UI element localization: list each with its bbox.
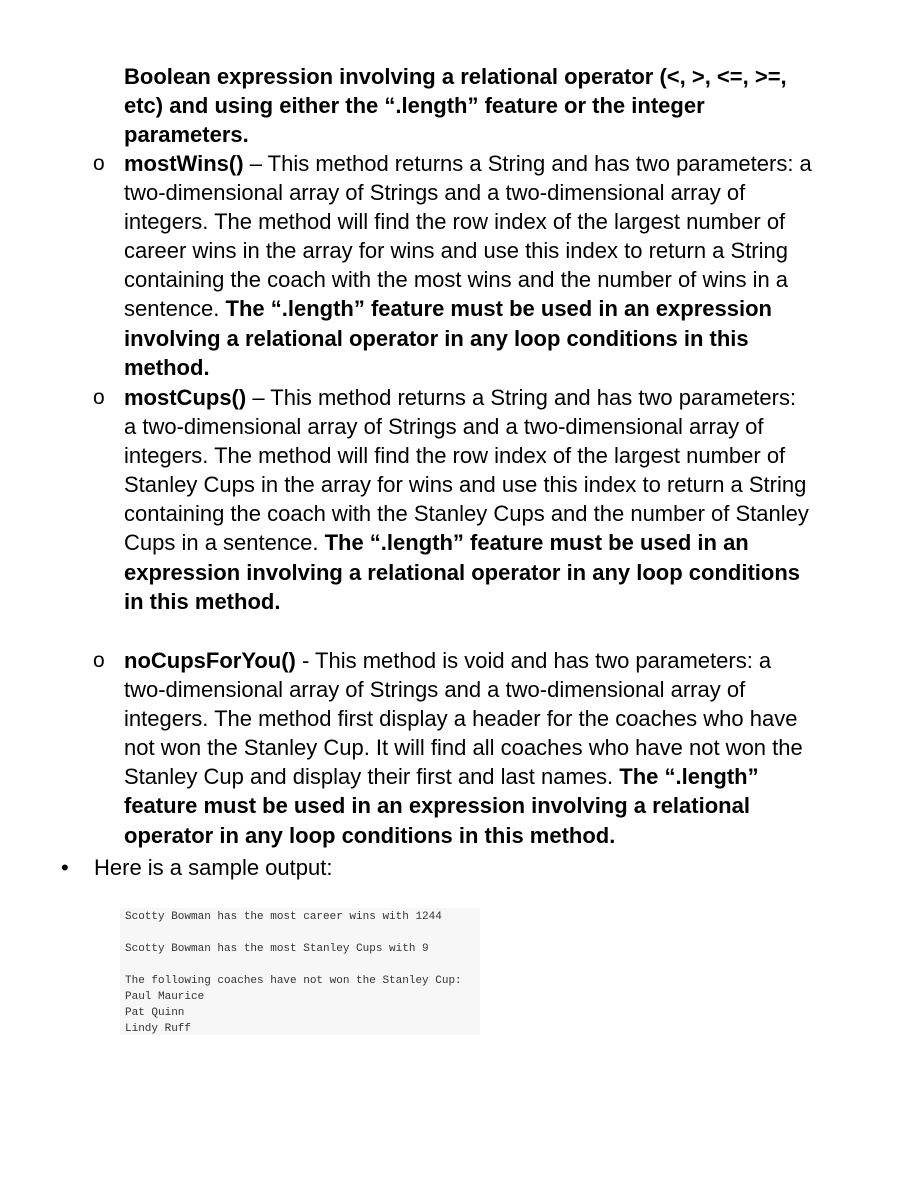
sample-output-box: [120, 908, 480, 1035]
method-requirement: The “.length” feature must be used in an expression involving a relational operator in any loop conditions in this method.: [124, 530, 801, 614]
method-text: - This method is void and has two parameters: a two-dimensional array of Strings and a two-dimensional array of integers. The method first display a header for the coaches who have not won the Stanley Cup. It will find all coaches who have not won the Stanley Cup and display their first and last names.: [124, 648, 803, 790]
method-name: mostCups(): [124, 385, 247, 410]
output-line: Paul Maurice: [125, 991, 205, 1003]
output-line: Pat Quinn: [125, 1007, 185, 1019]
sample-output-label: Here is a sample output:: [94, 855, 333, 880]
output-line: Scotty Bowman has the most Stanley Cups with 9: [125, 943, 429, 955]
method-description-nocupsforyou: [124, 646, 814, 850]
method-description-mostcups: [124, 383, 814, 616]
output-line: [125, 957, 462, 973]
output-line: The following coaches have not won the Stanley Cup:: [125, 975, 462, 987]
sub-bullet-marker: o: [93, 386, 105, 409]
sub-bullet-marker: o: [93, 649, 105, 672]
method-requirement: The “.length” feature must be used in an expression involving a relational operator in any loop conditions in this method.: [124, 296, 772, 380]
method-description-mostwins: [124, 149, 814, 382]
output-line: [125, 925, 462, 941]
method-name: mostWins(): [124, 151, 244, 176]
output-line: Lindy Ruff: [125, 1023, 192, 1035]
sub-bullet-marker: o: [93, 152, 105, 175]
continuation-paragraph: Boolean expression involving a relational operator (<, >, <=, >=, etc) and using either the “.length” feature or the integer parameters.: [124, 64, 787, 148]
bullet-marker: •: [61, 855, 69, 880]
sample-output-code: [125, 909, 462, 1037]
output-line: Scotty Bowman has the most career wins with 1244: [125, 911, 442, 923]
method-text: – This method returns a String and has two parameters: a two-dimensional array of Strings and a two-dimensional array of integers. The method will find the row index of the largest number of Stanley Cups in the array for wins and use this index to return a String containing the coach with the Stanley Cups and the number of Stanley Cups in a sentence.: [124, 385, 809, 556]
method-requirement: The “.length” feature must be used in an expression involving a relational operator in any loop conditions in this method.: [124, 764, 759, 848]
method-name: noCupsForYou(): [124, 648, 296, 673]
method-text: – This method returns a String and has two parameters: a two-dimensional array of Strings and a two-dimensional array of integers. The method will find the row index of the largest number of career wins in the array for wins and use this index to return a String containing the coach with the most wins and the number of wins in a sentence.: [124, 151, 812, 322]
